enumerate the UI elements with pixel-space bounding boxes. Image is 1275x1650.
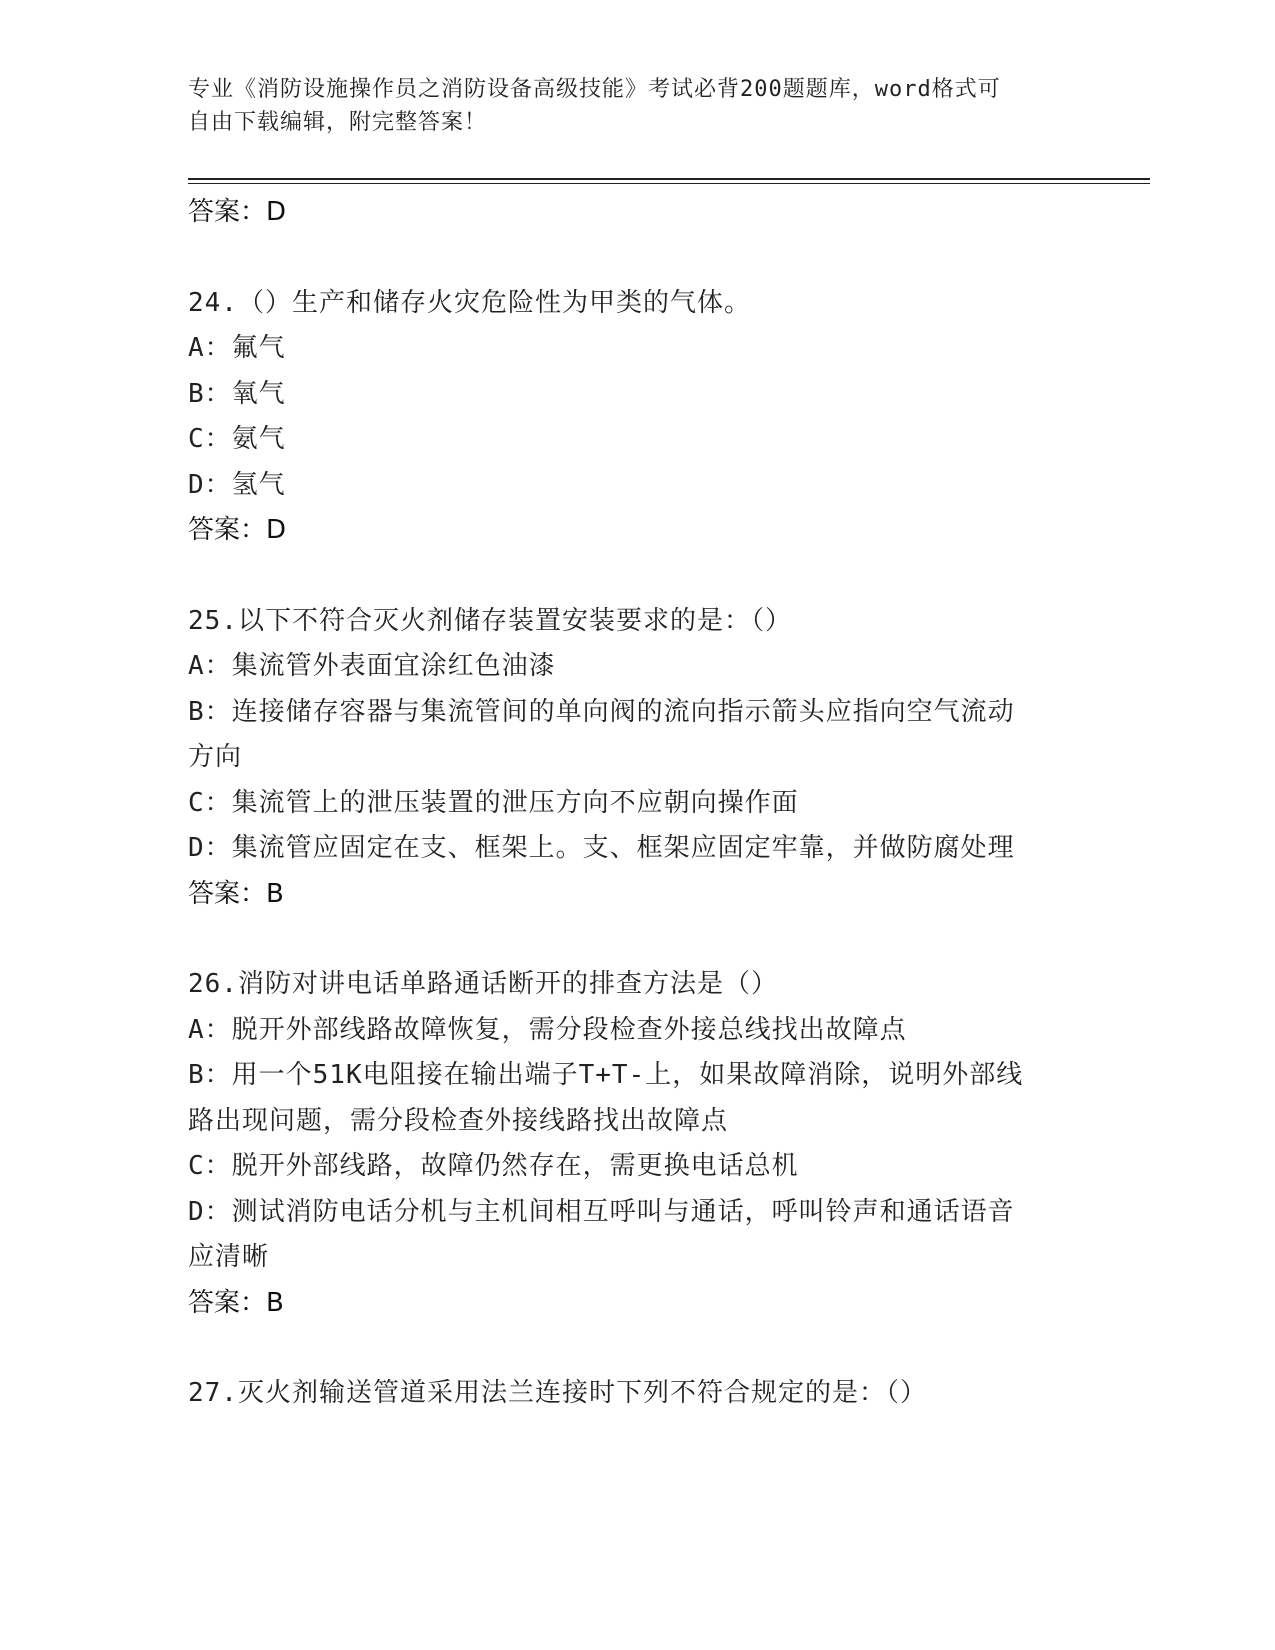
header-divider-thin bbox=[188, 183, 1150, 184]
option-b-continued: 路出现问题，需分段检查外接线路找出故障点 bbox=[188, 1105, 729, 1136]
option-b-continued: 方向 bbox=[188, 742, 243, 772]
option-d-continued: 应清晰 bbox=[188, 1242, 270, 1272]
answer-line: 答案：B bbox=[188, 878, 284, 909]
question-list bbox=[188, 190, 1088, 1417]
header-divider-thick bbox=[188, 178, 1150, 180]
question-stem-24: 24.（）生产和储存火灾危险性为甲类的气体。 bbox=[188, 287, 751, 318]
option-d: D：氢气 bbox=[188, 469, 286, 500]
option-b: B：氧气 bbox=[188, 378, 286, 409]
option-b: B：用一个51K电阻接在输出端子T+T-上，如果故障消除，说明外部线 bbox=[188, 1060, 1024, 1090]
question-stem-27: 27.灭火剂输送管道采用法兰连接时下列不符合规定的是：（） bbox=[188, 1378, 927, 1408]
question-stem-25: 25.以下不符合灭火剂储存装置安装要求的是：（） bbox=[188, 605, 792, 636]
answer-line: 答案：B bbox=[188, 1287, 284, 1318]
header-line-1: 专业《消防设施操作员之消防设备高级技能》考试必背200题题库，word格式可 bbox=[188, 77, 1001, 102]
option-a: A：脱开外部线路故障恢复，需分段检查外接总线找出故障点 bbox=[188, 1014, 907, 1045]
option-d: D：测试消防电话分机与主机间相互呼叫与通话，呼叫铃声和通话语音 bbox=[188, 1196, 1015, 1227]
option-a: A：氟气 bbox=[188, 333, 286, 363]
option-c: C：氨气 bbox=[188, 424, 286, 454]
page-header bbox=[188, 73, 1068, 139]
question-stem-26: 26.消防对讲电话单路通话断开的排查方法是（） bbox=[188, 969, 778, 999]
answer-line: 答案：D bbox=[188, 197, 287, 227]
option-c: C：集流管上的泄压装置的泄压方向不应朝向操作面 bbox=[188, 787, 799, 818]
option-c: C：脱开外部线路，故障仍然存在，需更换电话总机 bbox=[188, 1151, 799, 1181]
answer-line: 答案：D bbox=[188, 515, 287, 545]
option-b: B：连接储存容器与集流管间的单向阀的流向指示箭头应指向空气流动 bbox=[188, 696, 1015, 727]
option-a: A：集流管外表面宜涂红色油漆 bbox=[188, 651, 556, 681]
option-d: D：集流管应固定在支、框架上。支、框架应固定牢靠，并做防腐处理 bbox=[188, 833, 1015, 863]
header-line-2: 自由下载编辑，附完整答案！ bbox=[188, 110, 488, 135]
